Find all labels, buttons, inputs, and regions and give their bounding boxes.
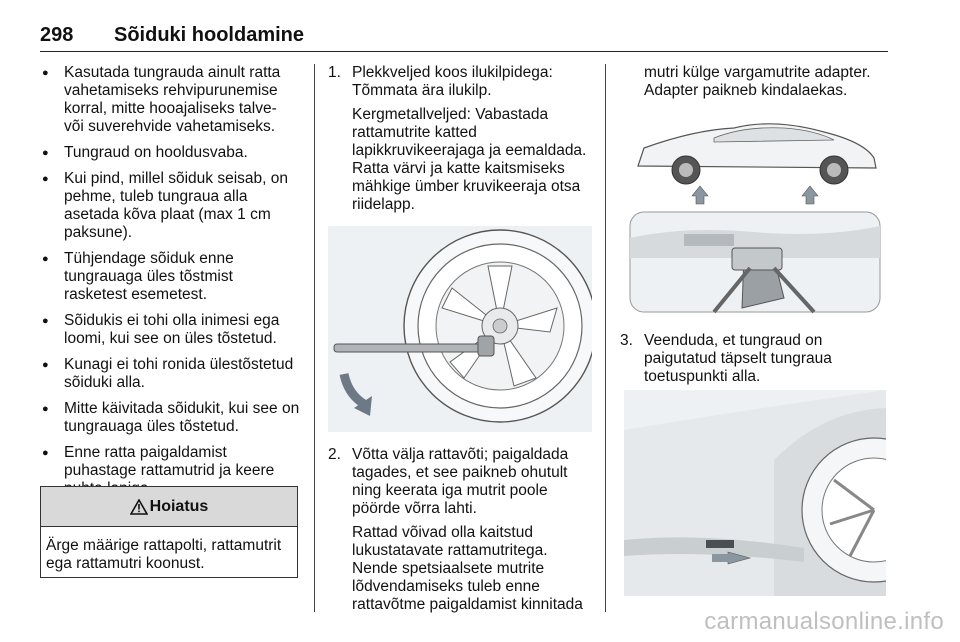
column-1: [40, 64, 300, 506]
step-2: [328, 446, 590, 614]
step-1: [328, 64, 590, 214]
step-number: 1.: [328, 64, 341, 81]
list-item: ● Kui pind, millel sõiduk seisab, on pehme, tuleb tungraua alla asetada kõva plaat (max 1 cm paksune).: [40, 170, 300, 242]
chapter-title: Sõiduki hooldamine: [114, 24, 305, 46]
car-jack-point-illustration: [624, 108, 886, 316]
wheel-illustration: [328, 226, 592, 432]
safety-bullet-list: [40, 64, 300, 498]
step-text: Plekkveljed koos ilukilpidega: Tõmmata ära ilukilp.: [352, 64, 553, 99]
page-header: [40, 24, 888, 52]
warning-header: [41, 487, 297, 527]
page-number: 298: [40, 24, 74, 46]
step-text: Kergmetallveljed: Vabastada rattamutrite katted lapikkruvikeerajaga ja eemaldada. Ratta värvi ja katte kaitsmiseks mähkige ümber kruvikeeraja otsa riidelapp.: [352, 106, 587, 213]
list-item: ● Sõidukis ei tohi olla inimesi ega loomi, kui see on üles tõstetud.: [40, 312, 300, 348]
column-2: [328, 64, 590, 220]
step-number: 3.: [620, 332, 633, 349]
step-number: 2.: [328, 446, 341, 463]
warning-triangle-icon: [130, 499, 148, 515]
column-divider: [605, 64, 606, 612]
list-item: ● Tungraud on hooldusvaba.: [40, 144, 300, 162]
column-3-lower: [620, 332, 888, 392]
warning-box: [40, 486, 298, 578]
car-illustration: [624, 108, 886, 316]
step-text: Veenduda, et tungraud on paigutatud täpselt tungraua toetuspunkti alla.: [644, 332, 832, 385]
list-item: ● Kasutada tungrauda ainult ratta vahetamiseks rehvipurunemise korral, mitte hooajaliseks talve- või suverehvide vahetamiseks.: [40, 64, 300, 136]
continuation-text: mutri külge vargamutrite adapter. Adapter paikneb kindalaekas.: [644, 64, 871, 99]
warning-title: Hoiatus: [149, 497, 209, 515]
watermark: carmanualsonline.info: [704, 608, 944, 635]
column-2-lower: [328, 446, 590, 620]
column-divider: [314, 64, 315, 612]
step-text: Võtta välja rattavõti; paigaldada tagades, et see paikneb ohutult ning keerata iga mutrit poole pöörde võrra lahti.: [352, 446, 569, 517]
rear-wheel-illustration: [624, 390, 886, 596]
list-item: ● Enne ratta paigaldamist puhastage rattamutrid ja keere: [40, 444, 300, 498]
list-item: ● Kunagi ei tohi ronida ülestõstetud sõiduki alla.: [40, 356, 300, 392]
wheel-wrench-illustration: [328, 226, 592, 432]
column-3: [620, 64, 888, 100]
list-item: ● Mitte käivitada sõidukit, kui see on tungrauaga üles tõstetud.: [40, 400, 300, 436]
step-text: Rattad võivad olla kaitstud lukustatavate rattamutritega. Nende spetsiaalsete mutrite lõdvendamiseks tuleb enne rattavõtme paigaldamist kinnitada: [352, 524, 583, 613]
jack-support-point-illustration: [624, 390, 886, 596]
list-item: ● Tühjendage sõiduk enne tungrauaga üles tõstmist rasketest esemetest.: [40, 250, 300, 304]
warning-text: Ärge määrige rattapolti, rattamutrit ega rattamutri koonust.: [46, 537, 282, 572]
step-3: [620, 332, 888, 386]
